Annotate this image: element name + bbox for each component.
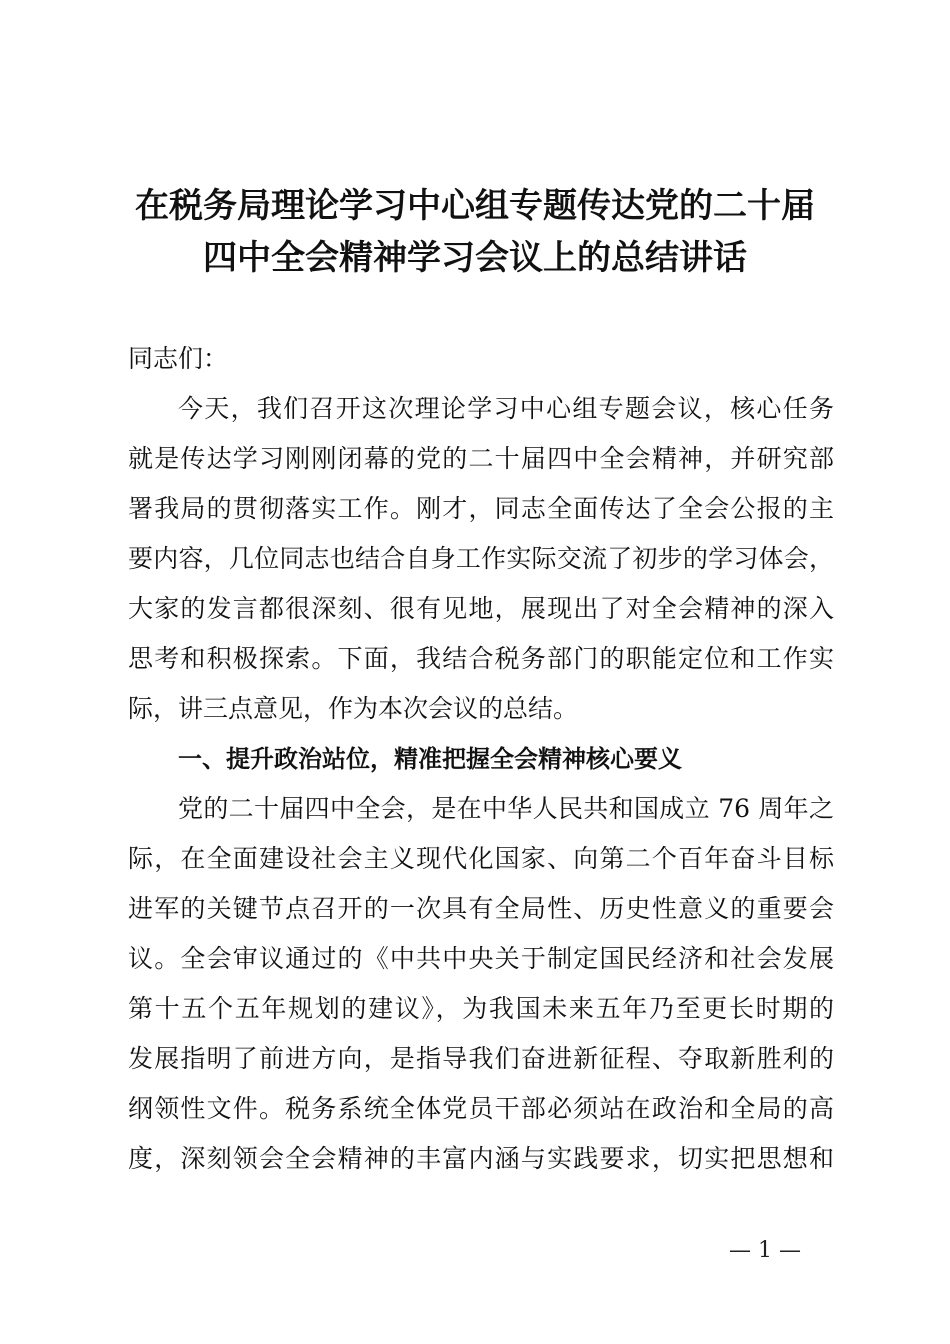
paragraph-2-line: 党的二十届四中全会，是在中华人民共和国成立 76 周年之: [178, 794, 834, 823]
paragraph-2-line: 进军的关键节点召开的一次具有全局性、历史性意义的重要会: [128, 894, 834, 923]
salutation: 同志们：: [128, 344, 229, 373]
title-line-1: 在税务局理论学习中心组专题传达党的二十届: [135, 186, 815, 226]
paragraph-1-line: 今天，我们召开这次理论学习中心组专题会议，核心任务: [178, 394, 834, 423]
paragraph-2-line: 纲领性文件。税务系统全体党员干部必须站在政治和全局的高: [128, 1094, 834, 1123]
paragraph-1-line: 大家的发言都很深刻、很有见地，展现出了对全会精神的深入: [128, 594, 834, 623]
paragraph-1-line: 就是传达学习刚刚闭幕的党的二十届四中全会精神，并研究部: [128, 444, 834, 473]
title-line-2: 四中全会精神学习会议上的总结讲话: [203, 238, 747, 278]
paragraph-2-line: 发展指明了前进方向，是指导我们奋进新征程、夺取新胜利的: [128, 1044, 834, 1073]
document-body: [128, 334, 834, 1184]
paragraph-1-line: 要内容，几位同志也结合自身工作实际交流了初步的学习体会，: [128, 544, 834, 573]
paragraph-2-line: 度，深刻领会全会精神的丰富内涵与实践要求，切实把思想和: [128, 1144, 834, 1173]
paragraph-1-line: 思考和积极探索。下面，我结合税务部门的职能定位和工作实: [128, 644, 834, 673]
paragraph-1-line: 际，讲三点意见，作为本次会议的总结。: [128, 694, 579, 723]
paragraph-2-line: 第十五个五年规划的建议》，为我国未来五年乃至更长时期的: [128, 994, 834, 1023]
section-1-heading: 一、提升政治站位，精准把握全会精神核心要义: [178, 745, 682, 773]
paragraph-2-line: 议。全会审议通过的《中共中央关于制定国民经济和社会发展: [128, 944, 834, 973]
paragraph-2-line: 际，在全面建设社会主义现代化国家、向第二个百年奋斗目标: [128, 844, 834, 873]
document-title: [80, 180, 870, 284]
paragraph-1-line: 署我局的贯彻落实工作。刚才，同志全面传达了全会公报的主: [128, 494, 834, 523]
page-number: — 1 —: [729, 1238, 801, 1263]
